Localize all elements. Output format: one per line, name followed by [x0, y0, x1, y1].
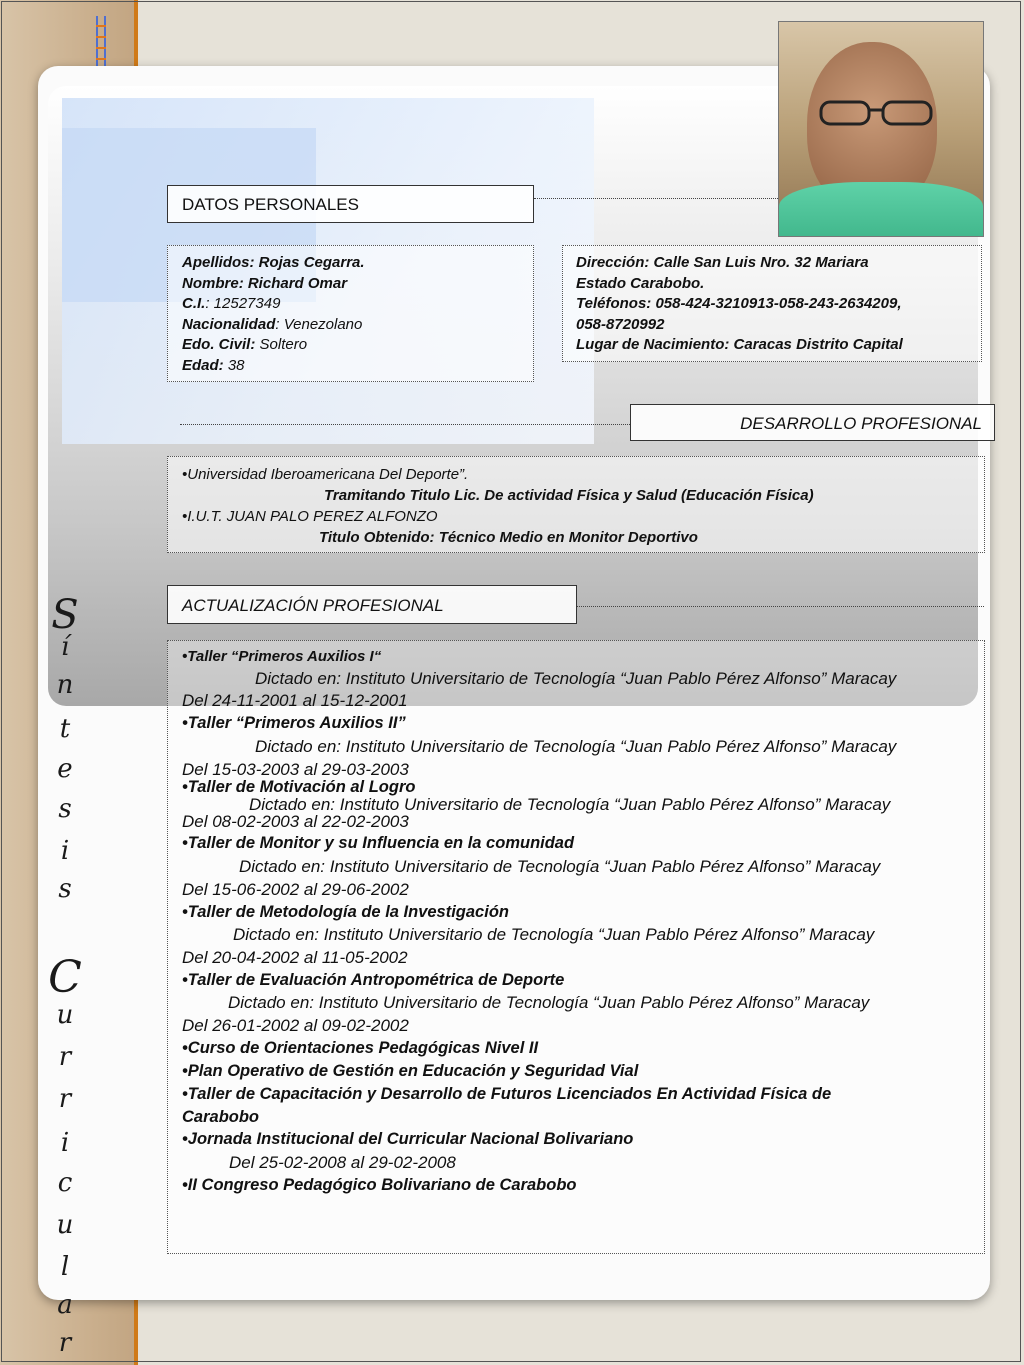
- education-university: •Universidad Iberoamericana Del Deporte”.: [182, 466, 469, 483]
- course-fecha: Del 26-01-2002 al 09-02-2002: [182, 1016, 409, 1035]
- side-title-letter: r: [58, 1084, 72, 1114]
- course-dictado: Dictado en: Instituto Universitario de Tecnología “Juan Pablo Pérez Alfonso” Maracay: [255, 669, 897, 688]
- course-fecha: Del 15-06-2002 al 29-06-2002: [182, 880, 409, 899]
- actualizacion-header: [167, 585, 577, 624]
- education-university-title: Tramitando Titulo Lic. De actividad Física y Salud (Educación Física): [324, 487, 814, 504]
- side-title-letter: e: [57, 754, 73, 784]
- side-title-letter: í: [60, 632, 70, 662]
- datos-personales-title: DATOS PERSONALES: [182, 195, 359, 214]
- side-title-letter: r: [58, 1328, 72, 1358]
- side-title-letter: S: [51, 592, 79, 638]
- apellidos-row: Apellidos: Rojas Cegarra.: [182, 254, 365, 271]
- glasses-shape: [817, 98, 937, 128]
- dotted-rule: [180, 424, 630, 425]
- desarrollo-title: DESARROLLO PROFESIONAL: [740, 414, 982, 433]
- course-title: •Taller de Monitor y su Influencia en la comunidad: [182, 834, 575, 852]
- dotted-rule: [534, 198, 778, 199]
- side-title-letter: s: [58, 874, 72, 904]
- congreso-pedagogico: •II Congreso Pedagógico Bolivariano de Carabobo: [182, 1176, 577, 1194]
- direccion-line: Dirección: Calle San Luis Nro. 32 Mariara: [576, 254, 869, 271]
- course-title: •Taller “Primeros Auxilios II”: [182, 714, 406, 732]
- side-title-letter: u: [56, 1000, 74, 1030]
- course-fecha: Del 20-04-2002 al 11-05-2002: [182, 948, 408, 967]
- side-title-letter: i: [60, 1128, 70, 1158]
- side-title-letter: n: [56, 670, 74, 700]
- taller-capacitacion: •Taller de Capacitación y Desarrollo de Futuros Licenciados En Actividad Física de: [182, 1085, 832, 1103]
- side-title-letter: a: [57, 1290, 73, 1320]
- jornada-fecha: Del 25-02-2008 al 29-02-2008: [229, 1153, 456, 1172]
- education-iut-title: Titulo Obtenido: Técnico Medio en Monitor Deportivo: [319, 529, 698, 546]
- side-title-letter: C: [48, 952, 82, 1003]
- dotted-rule: [577, 606, 984, 607]
- course-title: •Taller de Motivación al Logro: [182, 778, 416, 796]
- jornada-institucional: •Jornada Institucional del Curricular Nacional Bolivariano: [182, 1130, 634, 1148]
- datos-personales-header: [167, 185, 534, 223]
- course-dictado: Dictado en: Instituto Universitario de Tecnología “Juan Pablo Pérez Alfonso” Maracay: [228, 993, 870, 1012]
- plan-operativo: •Plan Operativo de Gestión en Educación y Seguridad Vial: [182, 1062, 639, 1080]
- side-title-letter: u: [56, 1210, 74, 1240]
- taller-capacitacion-cont: Carabobo: [182, 1108, 260, 1126]
- estado-line: Estado Carabobo.: [576, 274, 705, 292]
- nacimiento-line: Lugar de Nacimiento: Caracas Distrito Capital: [576, 336, 903, 353]
- side-title-letter: l: [60, 1252, 70, 1282]
- course-title: •Taller de Evaluación Antropométrica de Deporte: [182, 971, 565, 989]
- ci-row: C.I.: 12527349: [182, 295, 281, 312]
- curso-orientaciones: •Curso de Orientaciones Pedagógicas Nivel II: [182, 1039, 539, 1057]
- side-title-letter: [40, 912, 90, 942]
- desarrollo-header: [630, 404, 995, 441]
- nombre-row: Nombre: Richard Omar: [182, 274, 348, 292]
- side-title-letter: t: [59, 714, 71, 744]
- course-title: •Taller de Metodología de la Investigación: [182, 903, 509, 921]
- shirt-shape: [779, 182, 983, 237]
- edad-row: Edad: 38: [182, 356, 245, 374]
- telefonos-line-2: 058-8720992: [576, 315, 665, 333]
- education-iut: •I.U.T. JUAN PALO PEREZ ALFONZO: [182, 508, 438, 525]
- side-title-letter: r: [58, 1042, 72, 1072]
- course-dictado: Dictado en: Instituto Universitario de Tecnología “Juan Pablo Pérez Alfonso” Maracay: [249, 795, 891, 814]
- contact-info: [576, 253, 976, 356]
- course-fecha: Del 24-11-2001 al 15-12-2001: [182, 691, 408, 710]
- course-dictado: Dictado en: Instituto Universitario de Tecnología “Juan Pablo Pérez Alfonso” Maracay: [255, 737, 897, 756]
- civil-row: Edo. Civil: Soltero: [182, 336, 308, 353]
- personal-info: [182, 253, 522, 376]
- nacionalidad-row: Nacionalidad: Venezolano: [182, 315, 363, 333]
- course-fecha: Del 08-02-2003 al 22-02-2003: [182, 812, 409, 831]
- course-dictado: Dictado en: Instituto Universitario de Tecnología “Juan Pablo Pérez Alfonso” Maracay: [239, 857, 881, 876]
- side-title-letter: s: [58, 794, 72, 824]
- telefonos-line: Teléfonos: 058-424-3210913-058-243-2634209,: [576, 295, 902, 312]
- side-title-letter: i: [60, 836, 70, 866]
- education-list: [182, 464, 982, 548]
- course-title: •Taller “Primeros Auxilios I“: [182, 648, 382, 665]
- profile-photo: [778, 21, 984, 237]
- course-dictado: Dictado en: Instituto Universitario de Tecnología “Juan Pablo Pérez Alfonso” Maracay: [233, 925, 875, 944]
- side-title-letter: c: [57, 1168, 73, 1198]
- actualizacion-title: ACTUALIZACIÓN PROFESIONAL: [182, 596, 444, 615]
- course-fecha: Del 15-03-2003 al 29-03-2003: [182, 760, 409, 779]
